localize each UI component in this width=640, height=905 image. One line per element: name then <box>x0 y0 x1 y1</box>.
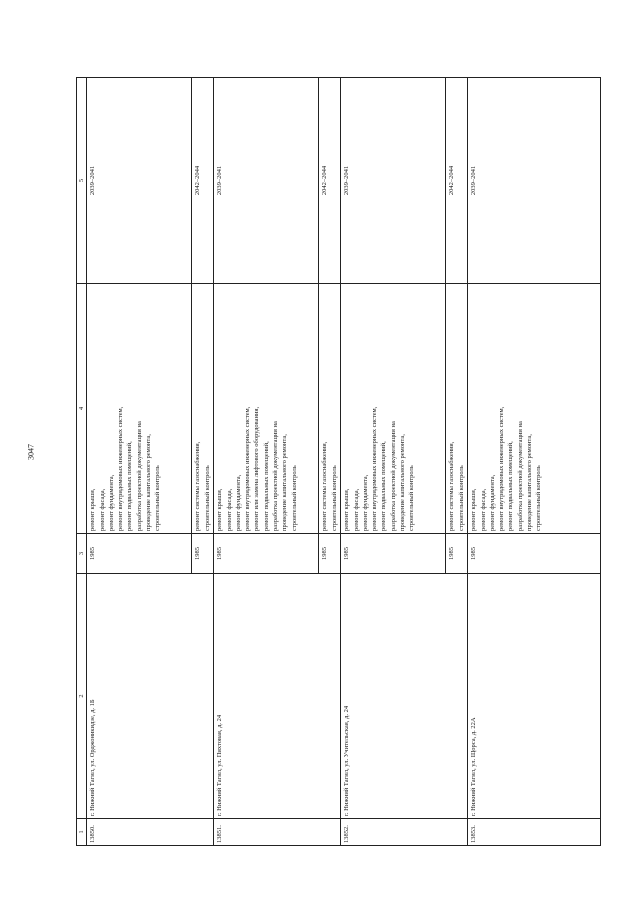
row-number: 13853. <box>468 819 601 846</box>
work-item: ремонт системы газоснабжения, <box>321 441 329 531</box>
repair-period: 2039–2041 <box>87 78 192 284</box>
work-item: ремонт внутридомовых инженерных систем, <box>498 406 506 531</box>
page-number: 3047 <box>26 444 36 460</box>
year-cell: 1985 <box>214 534 319 574</box>
column-number: 1 <box>77 819 87 846</box>
work-item: ремонт фасада, <box>352 488 360 531</box>
work-item: ремонт фасада, <box>225 488 233 531</box>
table-row <box>87 78 192 846</box>
work-item: ремонт крыши, <box>343 488 351 531</box>
work-item: ремонт фасада, <box>479 488 487 531</box>
repair-period: 2042–2044 <box>192 78 214 284</box>
table-row <box>341 78 446 846</box>
work-item: ремонт подвальных помещений, <box>507 441 515 531</box>
repair-period: 2039–2041 <box>341 78 446 284</box>
table-row <box>214 78 319 846</box>
works-list <box>341 284 446 534</box>
work-item: ремонт подвальных помещений, <box>126 441 134 531</box>
work-item: ремонт или замена лифтового оборудования, <box>253 406 261 531</box>
year-cell: 1985 <box>87 534 192 574</box>
work-item: ремонт системы газоснабжения, <box>448 441 456 531</box>
works-list <box>87 284 192 534</box>
table-row <box>468 78 601 846</box>
work-item: ремонт фундамента, <box>488 474 496 531</box>
column-number-row <box>77 78 87 846</box>
building-address: г. Нижний Тагил, ул. Орджоникидзе, д. 1Б <box>87 574 214 819</box>
work-item: строительный контроль <box>203 465 211 531</box>
year-cell: 1985 <box>468 534 601 574</box>
work-item: ремонт крыши, <box>89 488 97 531</box>
repair-period: 2039–2041 <box>214 78 319 284</box>
work-item: строительный контроль <box>457 465 465 531</box>
row-number: 13850. <box>87 819 214 846</box>
work-item: ремонт фундамента, <box>361 474 369 531</box>
work-item: строительный контроль <box>290 465 298 531</box>
repair-period: 2039–2041 <box>468 78 601 284</box>
repair-period: 2042–2044 <box>319 78 341 284</box>
work-item: строительный контроль <box>330 465 338 531</box>
work-item: разработка проектной документации на <box>272 421 280 531</box>
year-cell: 1985 <box>192 534 214 574</box>
works-list <box>192 284 214 534</box>
year-cell: 1985 <box>341 534 446 574</box>
work-item: проведение капитального ремонта, <box>526 434 534 531</box>
works-list <box>214 284 319 534</box>
work-item: ремонт подвальных помещений, <box>262 441 270 531</box>
column-number: 3 <box>77 534 87 574</box>
work-item: строительный контроль <box>154 465 162 531</box>
capital-repair-table <box>76 77 601 846</box>
column-number: 4 <box>77 284 87 534</box>
work-item: ремонт внутридомовых инженерных систем, <box>244 406 252 531</box>
works-list <box>468 284 601 534</box>
year-cell: 1985 <box>319 534 341 574</box>
work-item: проведение капитального ремонта, <box>281 434 289 531</box>
row-number: 13852. <box>341 819 468 846</box>
work-item: проведение капитального ремонта, <box>399 434 407 531</box>
building-address: г. Нижний Тагил, ул. Учительская, д. 24 <box>341 574 468 819</box>
work-item: ремонт фасада, <box>98 488 106 531</box>
works-list <box>446 284 468 534</box>
work-item: ремонт внутридомовых инженерных систем, <box>371 406 379 531</box>
work-item: ремонт фундамента, <box>107 474 115 531</box>
year-cell: 1985 <box>446 534 468 574</box>
work-item: ремонт системы газоснабжения, <box>194 441 202 531</box>
row-number: 13851. <box>214 819 341 846</box>
column-number: 5 <box>77 78 87 284</box>
works-list <box>319 284 341 534</box>
work-item: разработка проектной документации на <box>516 421 524 531</box>
work-item: проведение капитального ремонта, <box>145 434 153 531</box>
building-address: г. Нижний Тагил, ул. Щорса, д. 22А <box>468 574 601 819</box>
work-item: разработка проектной документации на <box>135 421 143 531</box>
work-item: разработка проектной документации на <box>389 421 397 531</box>
work-item: ремонт крыши, <box>216 488 224 531</box>
repair-period: 2042–2044 <box>446 78 468 284</box>
rotated-table-container <box>76 78 601 846</box>
building-address: г. Нижний Тагил, ул. Пихтовая, д. 24 <box>214 574 341 819</box>
work-item: ремонт крыши, <box>470 488 478 531</box>
work-item: строительный контроль <box>535 465 543 531</box>
work-item: ремонт внутридомовых инженерных систем, <box>117 406 125 531</box>
column-number: 2 <box>77 574 87 819</box>
work-item: ремонт подвальных помещений, <box>380 441 388 531</box>
work-item: ремонт фундамента, <box>234 474 242 531</box>
work-item: строительный контроль <box>408 465 416 531</box>
